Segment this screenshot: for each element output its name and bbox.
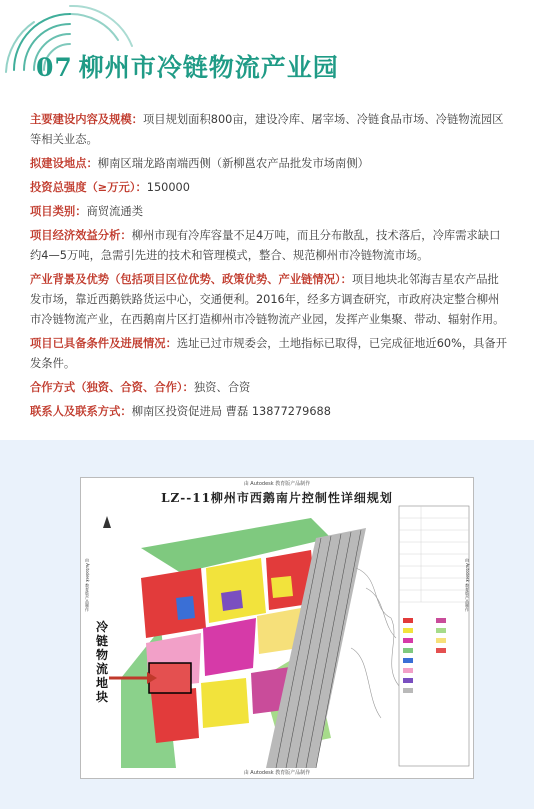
map-side-note-right: 由 Autodesk 教育版产品制作 <box>465 558 470 612</box>
section-text: 柳南区瑞龙路南端西侧（新柳邕农产品批发市场南侧） <box>97 157 369 170</box>
section-text: 项目地块北邻海吉星农产品批发市场，靠近西鹅铁路货运中心，交通便利。2016年，经多方调查研究，市政府决定整合柳州市冷链物流产业，在西鹅南片区打造柳州市冷链物流产业园，发挥产业集聚、带动、辐射作用。 <box>30 273 505 326</box>
section-text: 柳南区投资促进局 曹磊 13877279688 <box>131 405 331 418</box>
map-footer-note: 由 Autodesk 教育版产品制作 <box>243 770 311 776</box>
title-text: 柳州市冷链物流产业园 <box>78 53 339 82</box>
section-label: 投资总强度（≥万元）： <box>30 181 147 194</box>
section-label: 项目类别： <box>30 205 87 218</box>
section-text: 选址已过市规委会，土地指标已取得，已完成征地近60%，具备开发条件。 <box>30 337 508 370</box>
cold-chain-callout: 冷链物流地块 <box>95 620 108 704</box>
section-cooperation <box>30 378 508 398</box>
section-label: 项目经济效益分析： <box>30 229 132 242</box>
planning-map <box>80 477 474 779</box>
section-text: 商贸流通类 <box>86 205 143 218</box>
map-side-note-left: 由 Autodesk 教育版产品制作 <box>85 558 90 612</box>
section-label: 主要建设内容及规模： <box>30 113 143 126</box>
section-label: 产业背景及优势（包括项目区位优势、政策优势、产业链情况）： <box>30 273 352 286</box>
map-top-note: 由 Autodesk 教育版产品制作 <box>243 481 311 487</box>
section-text: 150000 <box>146 181 190 194</box>
section-label: 拟建设地点： <box>30 157 98 170</box>
section-category <box>30 202 508 222</box>
section-label: 联系人及联系方式： <box>30 405 132 418</box>
section-text: 项目规划面积800亩，建设冷库、屠宰场、冷链食品市场、冷链物流园区等相关业态。 <box>30 113 504 146</box>
section-scale <box>30 110 508 150</box>
section-label: 项目已具备条件及进展情况： <box>30 337 177 350</box>
section-investment <box>30 178 508 198</box>
map-section <box>0 440 534 809</box>
section-location <box>30 154 508 174</box>
project-details <box>30 110 508 426</box>
page-title <box>36 48 339 84</box>
map-drawing <box>81 478 473 778</box>
section-benefit <box>30 226 508 266</box>
section-progress <box>30 334 508 374</box>
section-label: 合作方式（独资、合资、合作）： <box>30 381 194 394</box>
title-number: 07 <box>36 53 73 82</box>
map-title: LZ--11柳州市西鹅南片控制性详细规划 <box>161 491 393 505</box>
section-background <box>30 270 508 330</box>
section-text: 独资、合资 <box>193 381 251 394</box>
section-text: 柳州市现有冷库容量不足4万吨，而且分布散乱，技术落后，冷库需求缺口约4—5万吨，急需引先进的技术和管理模式，整合、规范柳州市冷链物流市场。 <box>30 229 501 262</box>
section-contact <box>30 402 508 422</box>
